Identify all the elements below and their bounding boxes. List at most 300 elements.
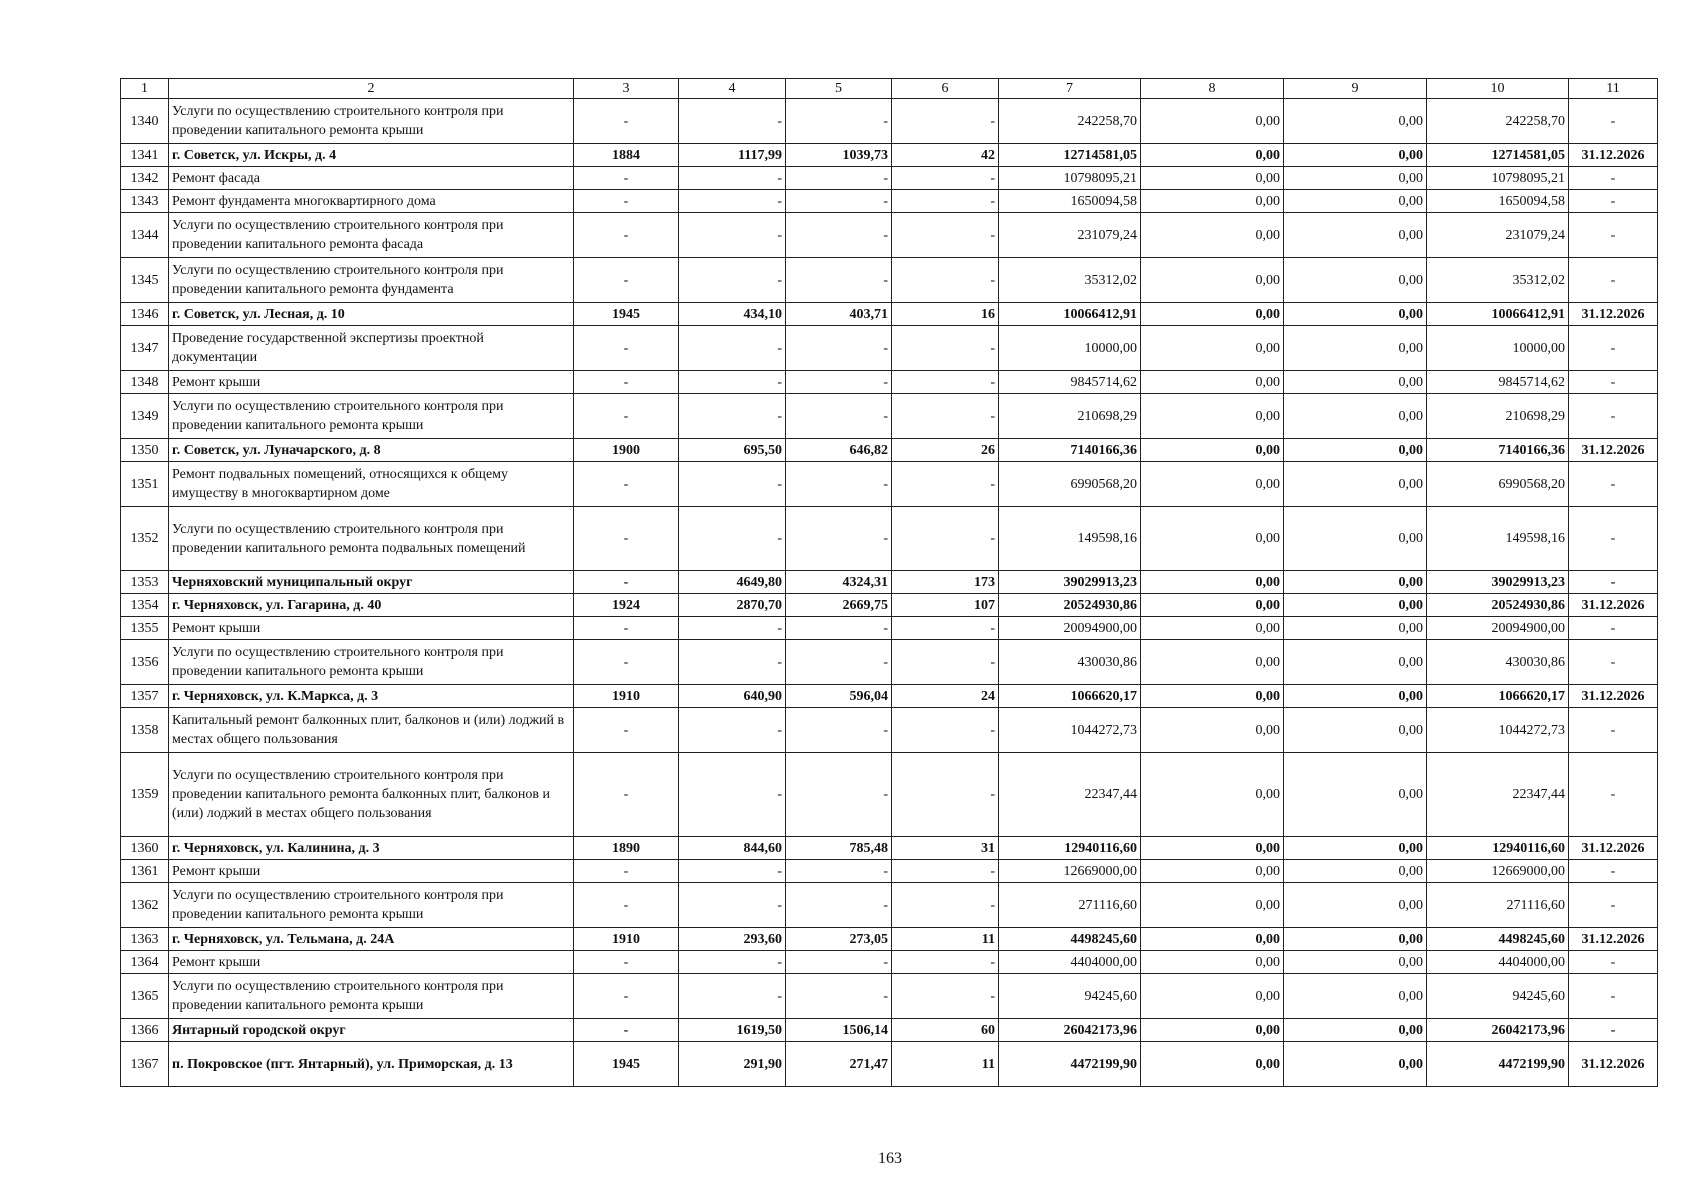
- description-cell: Янтарный городской округ: [169, 1019, 574, 1042]
- value-cell: 0,00: [1284, 860, 1427, 883]
- value-cell: 0,00: [1141, 394, 1284, 439]
- table-row: [121, 99, 1658, 144]
- value-cell: 844,60: [679, 837, 786, 860]
- value-cell: 0,00: [1284, 640, 1427, 685]
- value-cell: -: [892, 617, 999, 640]
- value-cell: -: [892, 326, 999, 371]
- value-cell: 0,00: [1284, 326, 1427, 371]
- value-cell: 0,00: [1141, 837, 1284, 860]
- column-number-header: 10: [1427, 79, 1569, 99]
- value-cell: 0,00: [1141, 883, 1284, 928]
- value-cell: 0,00: [1284, 190, 1427, 213]
- value-cell: -: [679, 394, 786, 439]
- value-cell: 94245,60: [1427, 974, 1569, 1019]
- description-cell: Ремонт крыши: [169, 951, 574, 974]
- value-cell: -: [786, 951, 892, 974]
- column-number-header: 6: [892, 79, 999, 99]
- value-cell: -: [679, 213, 786, 258]
- value-cell: -: [679, 371, 786, 394]
- value-cell: 10798095,21: [999, 167, 1141, 190]
- value-cell: -: [1569, 708, 1658, 753]
- value-cell: 1044272,73: [1427, 708, 1569, 753]
- value-cell: -: [786, 617, 892, 640]
- value-cell: -: [1569, 258, 1658, 303]
- value-cell: 1884: [574, 144, 679, 167]
- value-cell: -: [786, 190, 892, 213]
- value-cell: -: [574, 753, 679, 837]
- description-cell: Услуги по осуществлению строительного контроля при проведении капитального ремонта фасада: [169, 213, 574, 258]
- value-cell: -: [574, 258, 679, 303]
- value-cell: -: [679, 860, 786, 883]
- value-cell: 210698,29: [999, 394, 1141, 439]
- value-cell: -: [1569, 883, 1658, 928]
- value-cell: 0,00: [1141, 617, 1284, 640]
- value-cell: 0,00: [1141, 594, 1284, 617]
- value-cell: 0,00: [1141, 167, 1284, 190]
- description-cell: г. Черняховск, ул. Тельмана, д. 24А: [169, 928, 574, 951]
- row-number-cell: 1357: [121, 685, 169, 708]
- value-cell: 695,50: [679, 439, 786, 462]
- column-number-header: 9: [1284, 79, 1427, 99]
- value-cell: -: [1569, 190, 1658, 213]
- table-row: [121, 326, 1658, 371]
- row-number-cell: 1345: [121, 258, 169, 303]
- table-row: [121, 708, 1658, 753]
- value-cell: 596,04: [786, 685, 892, 708]
- value-cell: 271116,60: [1427, 883, 1569, 928]
- value-cell: 31.12.2026: [1569, 837, 1658, 860]
- value-cell: -: [679, 326, 786, 371]
- value-cell: 26: [892, 439, 999, 462]
- value-cell: -: [574, 1019, 679, 1042]
- value-cell: -: [679, 617, 786, 640]
- row-number-cell: 1351: [121, 462, 169, 507]
- value-cell: -: [1569, 213, 1658, 258]
- value-cell: -: [892, 640, 999, 685]
- value-cell: 4498245,60: [999, 928, 1141, 951]
- value-cell: -: [1569, 1019, 1658, 1042]
- value-cell: 0,00: [1141, 326, 1284, 371]
- value-cell: -: [574, 951, 679, 974]
- value-cell: -: [679, 640, 786, 685]
- header-row: [121, 79, 1658, 99]
- value-cell: 291,90: [679, 1042, 786, 1087]
- value-cell: 0,00: [1141, 753, 1284, 837]
- value-cell: 12714581,05: [1427, 144, 1569, 167]
- table-row: [121, 190, 1658, 213]
- value-cell: -: [574, 640, 679, 685]
- table-row-group: [121, 1019, 1658, 1042]
- row-number-cell: 1366: [121, 1019, 169, 1042]
- value-cell: -: [679, 951, 786, 974]
- value-cell: 0,00: [1141, 371, 1284, 394]
- row-number-cell: 1343: [121, 190, 169, 213]
- value-cell: -: [1569, 99, 1658, 144]
- value-cell: -: [786, 753, 892, 837]
- value-cell: 7140166,36: [1427, 439, 1569, 462]
- value-cell: -: [574, 167, 679, 190]
- value-cell: 1044272,73: [999, 708, 1141, 753]
- description-cell: Проведение государственной экспертизы проектной документации: [169, 326, 574, 371]
- value-cell: -: [786, 371, 892, 394]
- value-cell: 11: [892, 928, 999, 951]
- value-cell: 4324,31: [786, 571, 892, 594]
- value-cell: 1650094,58: [999, 190, 1141, 213]
- value-cell: -: [786, 640, 892, 685]
- value-cell: 0,00: [1284, 371, 1427, 394]
- table-row-group: [121, 144, 1658, 167]
- table-row: [121, 394, 1658, 439]
- value-cell: 1924: [574, 594, 679, 617]
- value-cell: 0,00: [1284, 594, 1427, 617]
- value-cell: -: [574, 371, 679, 394]
- column-number-header: 4: [679, 79, 786, 99]
- table-row: [121, 167, 1658, 190]
- value-cell: 0,00: [1141, 974, 1284, 1019]
- value-cell: 0,00: [1284, 303, 1427, 326]
- value-cell: 0,00: [1141, 99, 1284, 144]
- value-cell: -: [679, 167, 786, 190]
- description-cell: г. Черняховск, ул. Калинина, д. 3: [169, 837, 574, 860]
- value-cell: 430030,86: [999, 640, 1141, 685]
- value-cell: 0,00: [1141, 462, 1284, 507]
- value-cell: 231079,24: [1427, 213, 1569, 258]
- value-cell: -: [1569, 462, 1658, 507]
- value-cell: 0,00: [1284, 258, 1427, 303]
- data-table: [120, 78, 1658, 1087]
- value-cell: 0,00: [1284, 708, 1427, 753]
- value-cell: 0,00: [1284, 685, 1427, 708]
- value-cell: 12714581,05: [999, 144, 1141, 167]
- value-cell: 434,10: [679, 303, 786, 326]
- table-row-group: [121, 928, 1658, 951]
- value-cell: 1650094,58: [1427, 190, 1569, 213]
- row-number-cell: 1347: [121, 326, 169, 371]
- description-cell: Услуги по осуществлению строительного контроля при проведении капитального ремонта крыши: [169, 394, 574, 439]
- table-row: [121, 883, 1658, 928]
- row-number-cell: 1364: [121, 951, 169, 974]
- row-number-cell: 1358: [121, 708, 169, 753]
- table-row: [121, 640, 1658, 685]
- value-cell: 173: [892, 571, 999, 594]
- value-cell: 1117,99: [679, 144, 786, 167]
- value-cell: 20524930,86: [1427, 594, 1569, 617]
- row-number-cell: 1353: [121, 571, 169, 594]
- value-cell: 6990568,20: [999, 462, 1141, 507]
- value-cell: -: [892, 708, 999, 753]
- column-number-header: 5: [786, 79, 892, 99]
- column-number-header: 3: [574, 79, 679, 99]
- value-cell: -: [574, 883, 679, 928]
- value-cell: -: [892, 99, 999, 144]
- value-cell: 271,47: [786, 1042, 892, 1087]
- value-cell: 640,90: [679, 685, 786, 708]
- value-cell: 39029913,23: [1427, 571, 1569, 594]
- row-number-cell: 1349: [121, 394, 169, 439]
- table-row: [121, 617, 1658, 640]
- value-cell: -: [574, 326, 679, 371]
- value-cell: -: [679, 708, 786, 753]
- value-cell: 10000,00: [1427, 326, 1569, 371]
- table-body: [121, 79, 1658, 1087]
- page-number: 163: [878, 1150, 902, 1167]
- table-row: [121, 213, 1658, 258]
- table-row-group: [121, 1042, 1658, 1087]
- table-row-group: [121, 439, 1658, 462]
- row-number-cell: 1356: [121, 640, 169, 685]
- description-cell: Ремонт фундамента многоквартирного дома: [169, 190, 574, 213]
- value-cell: -: [679, 753, 786, 837]
- value-cell: 16: [892, 303, 999, 326]
- description-cell: Услуги по осуществлению строительного контроля при проведении капитального ремонта фундамента: [169, 258, 574, 303]
- column-number-header: 7: [999, 79, 1141, 99]
- row-number-cell: 1367: [121, 1042, 169, 1087]
- value-cell: 0,00: [1284, 617, 1427, 640]
- value-cell: -: [679, 99, 786, 144]
- value-cell: 0,00: [1141, 507, 1284, 571]
- value-cell: -: [679, 462, 786, 507]
- value-cell: -: [786, 883, 892, 928]
- value-cell: -: [1569, 167, 1658, 190]
- value-cell: 0,00: [1141, 860, 1284, 883]
- value-cell: -: [786, 326, 892, 371]
- value-cell: -: [892, 860, 999, 883]
- table-row: [121, 860, 1658, 883]
- value-cell: 0,00: [1141, 928, 1284, 951]
- value-cell: 231079,24: [999, 213, 1141, 258]
- table-row-group: [121, 303, 1658, 326]
- row-number-cell: 1344: [121, 213, 169, 258]
- value-cell: 403,71: [786, 303, 892, 326]
- value-cell: -: [1569, 860, 1658, 883]
- value-cell: 273,05: [786, 928, 892, 951]
- column-number-header: 8: [1141, 79, 1284, 99]
- value-cell: 4498245,60: [1427, 928, 1569, 951]
- row-number-cell: 1360: [121, 837, 169, 860]
- table-row: [121, 753, 1658, 837]
- row-number-cell: 1354: [121, 594, 169, 617]
- value-cell: 1945: [574, 303, 679, 326]
- value-cell: 0,00: [1141, 1019, 1284, 1042]
- value-cell: 242258,70: [999, 99, 1141, 144]
- value-cell: -: [892, 371, 999, 394]
- value-cell: -: [892, 507, 999, 571]
- value-cell: -: [1569, 617, 1658, 640]
- value-cell: -: [1569, 753, 1658, 837]
- value-cell: 0,00: [1141, 685, 1284, 708]
- row-number-cell: 1362: [121, 883, 169, 928]
- value-cell: 35312,02: [999, 258, 1141, 303]
- table-row: [121, 371, 1658, 394]
- value-cell: 31.12.2026: [1569, 928, 1658, 951]
- value-cell: 10066412,91: [999, 303, 1141, 326]
- value-cell: 94245,60: [999, 974, 1141, 1019]
- value-cell: -: [574, 394, 679, 439]
- value-cell: 0,00: [1141, 640, 1284, 685]
- value-cell: 9845714,62: [1427, 371, 1569, 394]
- value-cell: 1910: [574, 685, 679, 708]
- value-cell: -: [892, 753, 999, 837]
- value-cell: 0,00: [1284, 837, 1427, 860]
- value-cell: 24: [892, 685, 999, 708]
- value-cell: 1890: [574, 837, 679, 860]
- value-cell: -: [1569, 640, 1658, 685]
- description-cell: Услуги по осуществлению строительного контроля при проведении капитального ремонта крыши: [169, 883, 574, 928]
- row-number-cell: 1340: [121, 99, 169, 144]
- value-cell: 0,00: [1284, 571, 1427, 594]
- value-cell: 31.12.2026: [1569, 439, 1658, 462]
- row-number-cell: 1342: [121, 167, 169, 190]
- value-cell: -: [786, 258, 892, 303]
- description-cell: Ремонт крыши: [169, 617, 574, 640]
- value-cell: -: [892, 394, 999, 439]
- value-cell: -: [786, 860, 892, 883]
- value-cell: 31.12.2026: [1569, 303, 1658, 326]
- value-cell: 0,00: [1284, 928, 1427, 951]
- row-number-cell: 1346: [121, 303, 169, 326]
- value-cell: -: [892, 190, 999, 213]
- value-cell: 271116,60: [999, 883, 1141, 928]
- value-cell: 20094900,00: [999, 617, 1141, 640]
- value-cell: 0,00: [1141, 951, 1284, 974]
- value-cell: 1619,50: [679, 1019, 786, 1042]
- value-cell: 7140166,36: [999, 439, 1141, 462]
- value-cell: 242258,70: [1427, 99, 1569, 144]
- value-cell: 12940116,60: [999, 837, 1141, 860]
- value-cell: 0,00: [1284, 99, 1427, 144]
- value-cell: 26042173,96: [1427, 1019, 1569, 1042]
- description-cell: Черняховский муниципальный округ: [169, 571, 574, 594]
- table-row-group: [121, 837, 1658, 860]
- description-cell: Услуги по осуществлению строительного контроля при проведении капитального ремонта крыши: [169, 99, 574, 144]
- value-cell: 1066620,17: [999, 685, 1141, 708]
- value-cell: -: [786, 167, 892, 190]
- value-cell: -: [1569, 371, 1658, 394]
- table-row-group: [121, 571, 1658, 594]
- value-cell: 4472199,90: [999, 1042, 1141, 1087]
- value-cell: 646,82: [786, 439, 892, 462]
- value-cell: 12940116,60: [1427, 837, 1569, 860]
- value-cell: 4649,80: [679, 571, 786, 594]
- value-cell: -: [892, 462, 999, 507]
- value-cell: -: [786, 708, 892, 753]
- value-cell: -: [892, 883, 999, 928]
- value-cell: 0,00: [1284, 213, 1427, 258]
- value-cell: -: [679, 507, 786, 571]
- description-cell: г. Черняховск, ул. К.Маркса, д. 3: [169, 685, 574, 708]
- value-cell: 0,00: [1284, 753, 1427, 837]
- table-row: [121, 462, 1658, 507]
- value-cell: 107: [892, 594, 999, 617]
- value-cell: -: [679, 190, 786, 213]
- description-cell: Услуги по осуществлению строительного контроля при проведении капитального ремонта крыши: [169, 640, 574, 685]
- value-cell: -: [574, 213, 679, 258]
- value-cell: 9845714,62: [999, 371, 1141, 394]
- row-number-cell: 1365: [121, 974, 169, 1019]
- value-cell: 10000,00: [999, 326, 1141, 371]
- value-cell: 0,00: [1141, 1042, 1284, 1087]
- value-cell: 31: [892, 837, 999, 860]
- value-cell: 0,00: [1284, 439, 1427, 462]
- value-cell: -: [892, 974, 999, 1019]
- value-cell: 0,00: [1284, 167, 1427, 190]
- value-cell: 1066620,17: [1427, 685, 1569, 708]
- value-cell: 22347,44: [999, 753, 1141, 837]
- value-cell: 1900: [574, 439, 679, 462]
- value-cell: -: [679, 974, 786, 1019]
- value-cell: -: [892, 213, 999, 258]
- description-cell: Услуги по осуществлению строительного контроля при проведении капитального ремонта крыши: [169, 974, 574, 1019]
- value-cell: 10798095,21: [1427, 167, 1569, 190]
- value-cell: -: [574, 974, 679, 1019]
- row-number-cell: 1359: [121, 753, 169, 837]
- value-cell: 0,00: [1141, 571, 1284, 594]
- row-number-cell: 1355: [121, 617, 169, 640]
- row-number-cell: 1350: [121, 439, 169, 462]
- value-cell: 1506,14: [786, 1019, 892, 1042]
- value-cell: -: [1569, 974, 1658, 1019]
- value-cell: -: [786, 974, 892, 1019]
- value-cell: 26042173,96: [999, 1019, 1141, 1042]
- value-cell: 0,00: [1141, 708, 1284, 753]
- value-cell: 22347,44: [1427, 753, 1569, 837]
- value-cell: 149598,16: [999, 507, 1141, 571]
- value-cell: 149598,16: [1427, 507, 1569, 571]
- row-number-cell: 1341: [121, 144, 169, 167]
- value-cell: -: [679, 258, 786, 303]
- value-cell: -: [786, 213, 892, 258]
- table-row-group: [121, 685, 1658, 708]
- value-cell: 1910: [574, 928, 679, 951]
- value-cell: 0,00: [1141, 144, 1284, 167]
- value-cell: -: [786, 394, 892, 439]
- value-cell: 0,00: [1141, 213, 1284, 258]
- value-cell: -: [786, 462, 892, 507]
- value-cell: 0,00: [1141, 439, 1284, 462]
- value-cell: 0,00: [1284, 883, 1427, 928]
- column-number-header: 2: [169, 79, 574, 99]
- value-cell: -: [786, 99, 892, 144]
- value-cell: -: [574, 99, 679, 144]
- description-cell: Ремонт крыши: [169, 371, 574, 394]
- value-cell: -: [892, 167, 999, 190]
- value-cell: 0,00: [1284, 951, 1427, 974]
- value-cell: 42: [892, 144, 999, 167]
- value-cell: -: [786, 507, 892, 571]
- description-cell: Ремонт подвальных помещений, относящихся к общему имуществу в многоквартирном доме: [169, 462, 574, 507]
- value-cell: 430030,86: [1427, 640, 1569, 685]
- value-cell: 31.12.2026: [1569, 685, 1658, 708]
- value-cell: 0,00: [1284, 974, 1427, 1019]
- table-row: [121, 974, 1658, 1019]
- row-number-cell: 1361: [121, 860, 169, 883]
- value-cell: 35312,02: [1427, 258, 1569, 303]
- value-cell: -: [679, 883, 786, 928]
- value-cell: 20094900,00: [1427, 617, 1569, 640]
- value-cell: 0,00: [1284, 462, 1427, 507]
- description-cell: п. Покровское (пгт. Янтарный), ул. Приморская, д. 13: [169, 1042, 574, 1087]
- value-cell: -: [1569, 951, 1658, 974]
- value-cell: 2870,70: [679, 594, 786, 617]
- value-cell: 0,00: [1284, 1042, 1427, 1087]
- description-cell: г. Советск, ул. Луначарского, д. 8: [169, 439, 574, 462]
- value-cell: 785,48: [786, 837, 892, 860]
- value-cell: 4404000,00: [1427, 951, 1569, 974]
- value-cell: 0,00: [1284, 144, 1427, 167]
- value-cell: 10066412,91: [1427, 303, 1569, 326]
- value-cell: -: [1569, 571, 1658, 594]
- value-cell: 4472199,90: [1427, 1042, 1569, 1087]
